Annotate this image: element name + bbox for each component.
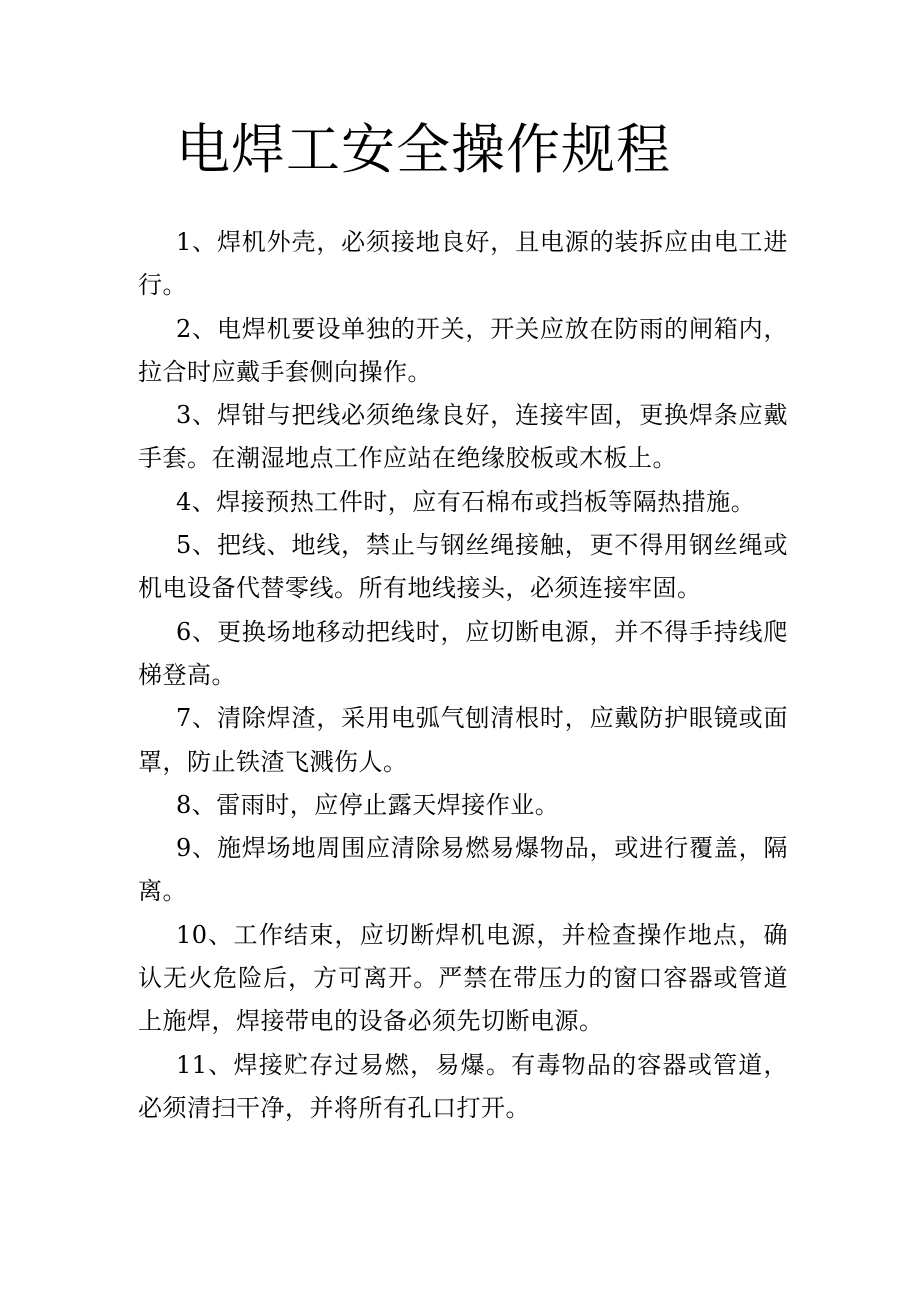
rule-paragraph-11: 11、焊接贮存过易燃，易爆。有毒物品的容器或管道，必须清扫干净，并将所有孔口打开。 xyxy=(138,1050,788,1122)
rule-paragraph-3: 3、焊钳与把线必须绝缘良好，连接牢固，更换焊条应戴手套。在潮湿地点工作应站在绝缘胶板或木板上。 xyxy=(138,401,788,473)
rule-paragraph-6: 6、更换场地移动把线时，应切断电源，并不得手持线爬梯登高。 xyxy=(138,617,788,689)
rule-paragraph-1: 1、焊机外壳，必须接地良好，且电源的装拆应由电工进行。 xyxy=(138,228,788,300)
rule-paragraph-4: 4、焊接预热工件时，应有石棉布或挡板等隔热措施。 xyxy=(176,487,756,516)
rule-paragraph-8: 8、雷雨时，应停止露天焊接作业。 xyxy=(176,790,560,819)
rule-paragraph-5: 5、把线、地线，禁止与钢丝绳接触，更不得用钢丝绳或机电设备代替零线。所有地线接头，必须连接牢固。 xyxy=(138,531,788,603)
rule-paragraph-7: 7、清除焊渣，采用电弧气刨清根时，应戴防护眼镜或面罩，防止铁渣飞溅伤人。 xyxy=(138,704,788,776)
rule-paragraph-9: 9、施焊场地周围应清除易燃易爆物品，或进行覆盖，隔离。 xyxy=(138,834,788,906)
page-title: 电焊工安全操作规程 xyxy=(176,118,671,181)
rule-paragraph-2: 2、电焊机要设单独的开关，开关应放在防雨的闸箱内，拉合时应戴手套侧向操作。 xyxy=(138,314,788,386)
document-body xyxy=(138,221,788,1130)
rule-paragraph-10: 10、工作结束，应切断焊机电源，并检查操作地点，确认无火危险后，方可离开。严禁在带压力的窗口容器或管道上施焊，焊接带电的设备必须先切断电源。 xyxy=(138,920,788,1036)
